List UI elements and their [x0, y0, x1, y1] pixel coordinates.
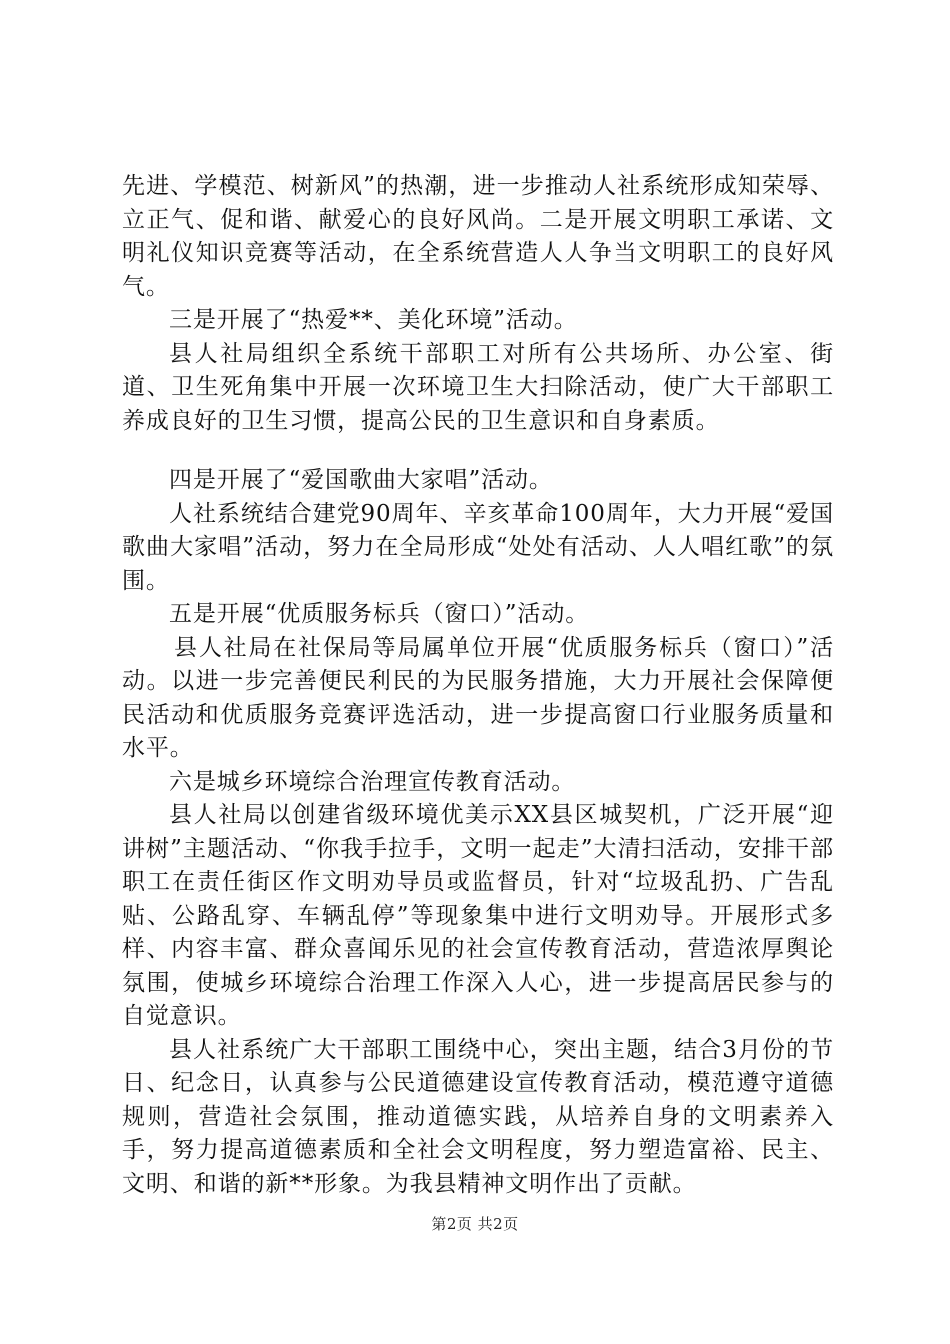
paragraph-quality-service: 县人社局在社保局等局属单位开展“优质服务标兵（窗口）”活动。以进一步完善便民利民的为民服务措施，大力开展社会保障便民活动和优质服务竞赛评选活动，进一步提高窗口行业服务质量和水平。 [122, 634, 834, 761]
paragraph-heading-four: 四是开展了“爱国歌曲大家唱”活动。 [169, 467, 553, 493]
paragraph-patriotic-songs: 人社系统结合建党90周年、辛亥革命100周年，大力开展“爱国歌曲大家唱”活动，努力在全局形成“处处有活动、人人唱红歌”的氛围。 [122, 500, 834, 594]
paragraph-heading-five: 五是开展“优质服务标兵（窗口）”活动。 [169, 601, 590, 627]
page-footer: 第2页 共2页 [431, 1215, 519, 1233]
paragraph-heading-six: 六是城乡环境综合治理宣传教育活动。 [169, 768, 576, 795]
paragraph-conclusion: 县人社系统广大干部职工围绕中心，突出主题，结合3月份的节日、纪念日，认真参与公民道德建设宣传教育活动，模范遵守道德规则，营造社会氛围，推动道德实践，从培养自身的文明素养入手，努力提高道德素质和全社会文明程度，努力塑造富裕、民主、文明、和谐的新**形象。为我县精神文明作出了贡献。 [122, 1036, 834, 1197]
paragraph-continuation: 先进、学模范、树新风”的热潮，进一步推动人社系统形成知荣辱、立正气、促和谐、献爱心的良好风尚。二是开展文明职工承诺、文明礼仪知识竞赛等活动，在全系统营造人人争当文明职工的良好风气。 [122, 173, 834, 300]
paragraph-heading-three: 三是开展了“热爱**、美化环境”活动。 [169, 307, 578, 333]
document-body [122, 170, 834, 1201]
paragraph-urban-rural-governance: 县人社局以创建省级环境优美示XX县区城契机，广泛开展“迎讲树”主题活动、“你我手拉手，文明一起走”大清扫活动，安排干部职工在责任街区作文明劝导员或监督员，针对“垃圾乱扔、广告乱贴、公路乱穿、车辆乱停”等现象集中进行文明劝导。开展形式多样、内容丰富、群众喜闻乐见的社会宣传教育活动，营造浓厚舆论氛围，使城乡环境综合治理工作深入人心，进一步提高居民参与的自觉意识。 [122, 802, 834, 1029]
paragraph-gap [122, 438, 834, 464]
paragraph-environment-cleanup: 县人社局组织全系统干部职工对所有公共场所、办公室、街道、卫生死角集中开展一次环境卫生大扫除活动，使广大干部职工养成良好的卫生习惯，提高公民的卫生意识和自身素质。 [122, 340, 834, 434]
